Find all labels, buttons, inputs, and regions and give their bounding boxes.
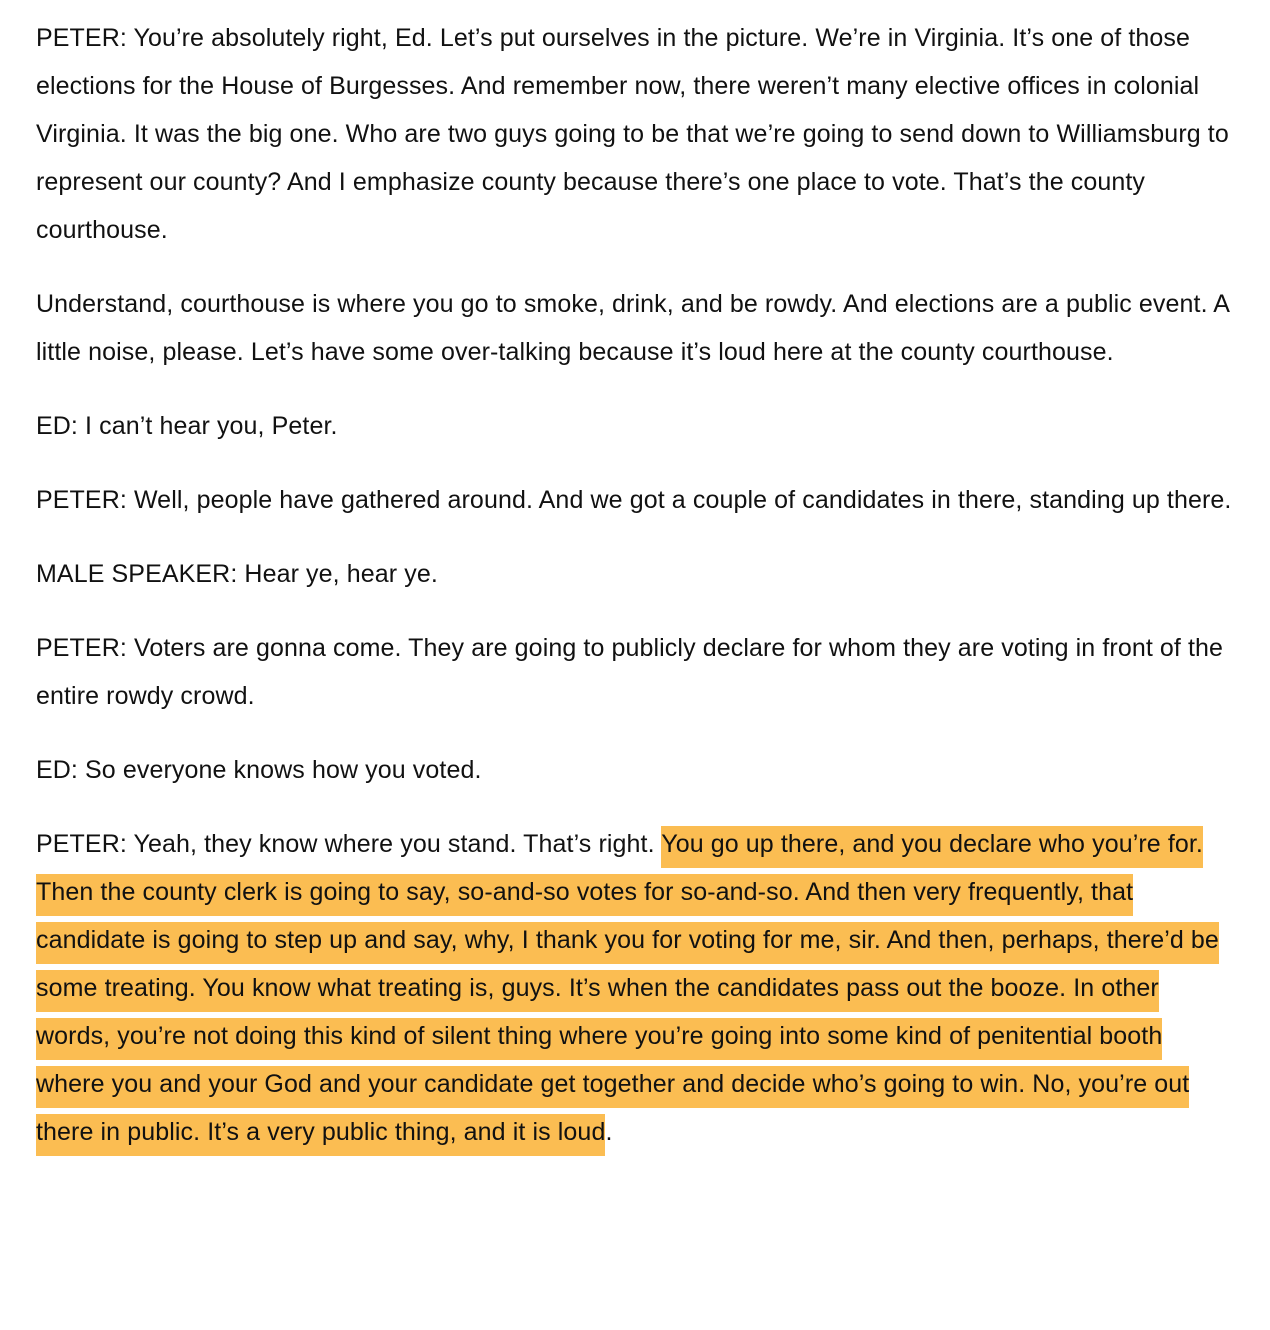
paragraph-courthouse: Understand, courthouse is where you go to smoke, drink, and be rowdy. And elections are a public event. A little noise, please. Let’s have some over-talking because it’s loud here at the county courthouse. <box>36 290 1229 366</box>
paragraph-male-speaker: MALE SPEAKER: Hear ye, hear ye. <box>36 560 438 588</box>
transcript <box>36 14 1236 1182</box>
paragraph-peter-voters: PETER: Voters are gonna come. They are going to publicly declare for whom they are voting in front of the entire rowdy crowd. <box>36 634 1224 710</box>
paragraph-ed-cant-hear: ED: I can’t hear you, Peter. <box>36 412 338 440</box>
paragraph-ed-everyone-knows: ED: So everyone knows how you voted. <box>36 756 482 784</box>
highlighted-text: You go up there, and you declare who you’re for. Then the county clerk is going to say, so-and-so votes for so-and-so. And then very frequently, that candidate is going to step up and say, why, I thank you for voting for me, sir. And then, perhaps, there’d be some treating. You know what treating is, guys. It’s when the candidates pass out the booze. In other words, you’re not doing this kind of silent thing where you’re going into some kind of penitential booth where you and your God and your candidate get together and decide who’s going to win. No, you’re out there in public. It’s a very public thing, and it is loud <box>36 826 1219 1156</box>
paragraph-peter-declare <box>36 820 1236 1156</box>
paragraph-text-before-highlight: PETER: Yeah, they know where you stand. That’s right. <box>36 830 662 858</box>
paragraph-peter-virginia: PETER: You’re absolutely right, Ed. Let’s put ourselves in the picture. We’re in Virginia. It’s one of those elections for the House of Burgesses. And remember now, there weren’t many elective offices in colonial Virginia. It was the big one. Who are two guys going to be that we’re going to send down to Williamsburg to represent our county? And I emphasize county because there’s one place to vote. That’s the county courthouse. <box>36 24 1229 244</box>
paragraph-text-after-highlight: . <box>605 1118 613 1146</box>
paragraph-peter-gathered: PETER: Well, people have gathered around. And we got a couple of candidates in there, standing up there. <box>36 486 1232 514</box>
